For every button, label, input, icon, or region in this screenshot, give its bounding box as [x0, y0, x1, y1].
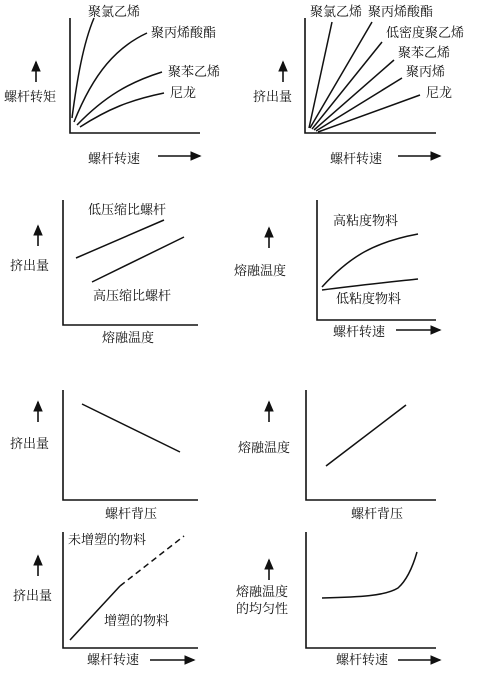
x-axis-label: 螺杆转速 — [330, 152, 383, 167]
panel-output-vs-melt-temp — [10, 200, 198, 346]
x-axis-label: 螺杆背压 — [105, 507, 158, 522]
y-axis-label: 螺杆转矩 — [4, 90, 57, 105]
curve-low-viscosity — [322, 279, 418, 290]
series-label-acrylate: 聚丙烯酸酯 — [151, 26, 217, 41]
line-ldpe — [312, 42, 382, 129]
axes — [63, 532, 198, 648]
y-axis-label-line1: 熔融温度 — [236, 585, 289, 600]
axes — [63, 390, 198, 500]
series-label-polystyrene: 聚苯乙烯 — [398, 46, 451, 61]
series-label-acrylate: 聚丙烯酸酯 — [368, 5, 434, 20]
series-label-high-compression: 高压缩比螺杆 — [93, 289, 172, 304]
x-axis-label: 螺杆转速 — [87, 653, 140, 668]
x-axis-label: 熔融温度 — [102, 331, 155, 346]
panel-output-vs-speed-plasticized — [13, 532, 198, 668]
y-axis-label-line2: 的均匀性 — [236, 602, 289, 617]
panel-melt-temp-vs-back-pressure — [238, 390, 436, 522]
panel-output-vs-back-pressure — [10, 390, 198, 522]
y-axis-label: 挤出量 — [10, 259, 50, 274]
panel-melt-temp-vs-speed — [234, 200, 440, 340]
series-label-high-viscosity: 高粘度物料 — [333, 214, 399, 229]
series-label-pvc: 聚氯乙烯 — [310, 5, 363, 20]
series-label-pvc: 聚氯乙烯 — [88, 5, 141, 20]
series-label-low-compression: 低压缩比螺杆 — [88, 203, 167, 218]
series-label-nylon: 尼龙 — [426, 86, 453, 101]
line-polypropylene — [316, 78, 402, 131]
curve-uniformity — [322, 552, 417, 598]
line-pvc — [309, 22, 332, 128]
line-high-compression — [92, 237, 184, 282]
axes — [306, 532, 436, 648]
y-axis-label: 挤出量 — [253, 90, 293, 105]
series-label-unplasticized: 未增塑的物料 — [68, 533, 147, 548]
series-label-low-viscosity: 低粘度物料 — [336, 292, 402, 307]
panel-output-vs-speed — [253, 4, 464, 167]
x-axis-label: 螺杆转速 — [333, 325, 386, 340]
line-output-decrease — [82, 404, 180, 452]
line-melt-temp-increase — [326, 405, 406, 466]
series-label-plasticized: 增塑的物料 — [104, 614, 170, 629]
y-axis-label: 挤出量 — [10, 437, 50, 452]
line-low-compression — [76, 220, 164, 258]
curve-polystyrene — [77, 72, 162, 125]
line-acrylate — [310, 22, 372, 128]
panel-torque-vs-speed — [4, 4, 220, 167]
series-label-polystyrene: 聚苯乙烯 — [168, 65, 221, 80]
x-axis-label: 螺杆转速 — [88, 152, 141, 167]
axes — [306, 390, 436, 500]
y-axis-label: 挤出量 — [13, 589, 53, 604]
panel-melt-uniformity-vs-speed — [236, 532, 440, 668]
series-label-nylon: 尼龙 — [170, 86, 197, 101]
series-label-polypropylene: 聚丙烯 — [406, 65, 446, 80]
x-axis-label: 螺杆转速 — [336, 653, 389, 668]
y-axis-label: 熔融温度 — [238, 441, 291, 456]
x-axis-label: 螺杆背压 — [351, 507, 404, 522]
curve-high-viscosity — [322, 234, 418, 287]
line-plasticized — [70, 586, 120, 640]
y-axis-label: 熔融温度 — [234, 264, 287, 279]
series-label-ldpe: 低密度聚乙烯 — [386, 26, 465, 41]
